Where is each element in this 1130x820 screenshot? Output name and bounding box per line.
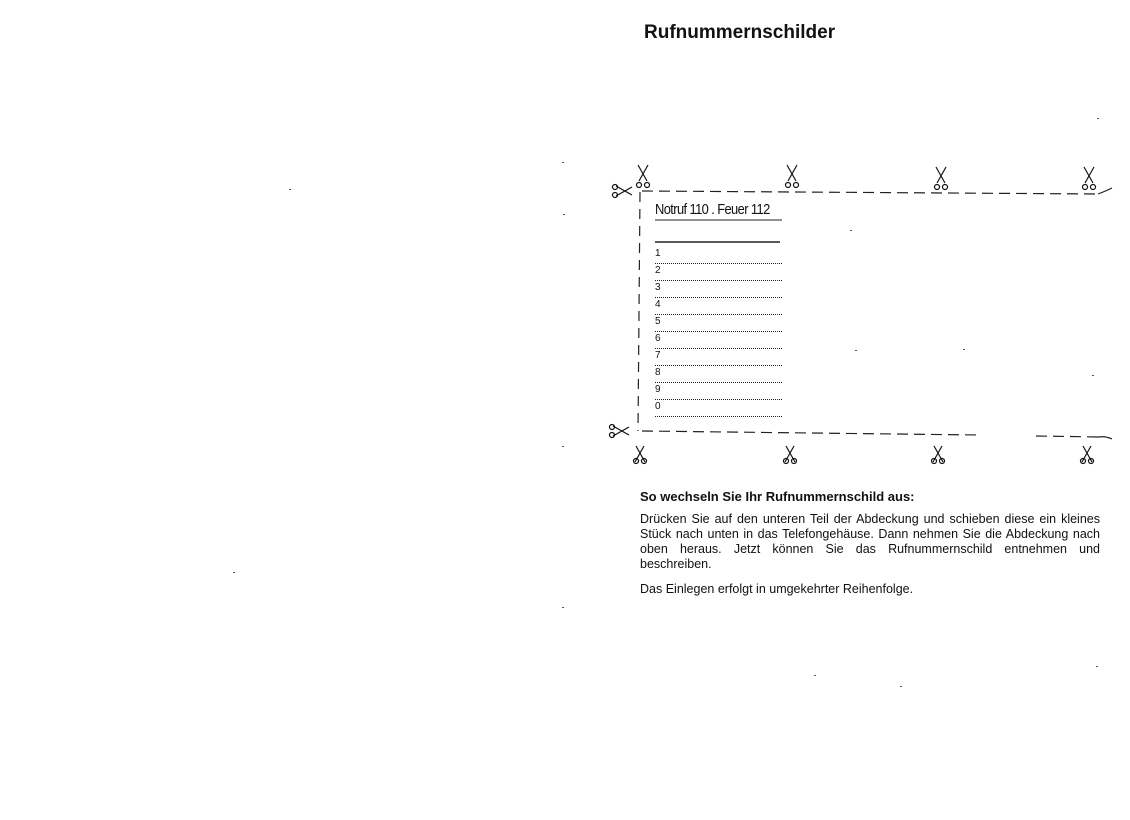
scissors-icon — [784, 446, 797, 464]
label-line-3 — [655, 282, 782, 299]
line-number: 7 — [655, 350, 661, 361]
label-line-9 — [655, 384, 782, 401]
cut-line-left — [638, 192, 640, 431]
cut-line-bottom-left — [642, 431, 980, 435]
instructions-heading: So wechseln Sie Ihr Rufnummernschild aus: — [640, 489, 915, 504]
label-line-1 — [655, 248, 782, 265]
instructions-paragraph-2: Das Einlegen erfolgt in umgekehrter Reihenfolge. — [640, 582, 914, 596]
scan-speck — [562, 446, 564, 447]
label-line-6 — [655, 333, 782, 350]
label-line-2 — [655, 265, 782, 282]
scan-speck — [855, 350, 857, 351]
scissors-icon — [613, 185, 633, 198]
scan-speck — [850, 230, 852, 231]
corner-hook-bottom-right — [1098, 437, 1112, 439]
scan-speck — [562, 607, 564, 608]
line-number: 8 — [655, 367, 661, 378]
line-number: 3 — [655, 282, 661, 293]
instructions-paragraph-1: Drücken Sie auf den unteren Teil der Abdeckung und schieben diese ein kleines Stück nach unten in das Telefongehäuse. Dann nehmen Sie die Abdeckung nach oben heraus. Jetzt können Sie das Rufnummernschild entnehmen und beschreiben. — [640, 512, 1100, 571]
scan-speck — [1097, 118, 1099, 119]
page-title: Rufnummernschilder — [644, 22, 836, 43]
scissors-icon — [610, 425, 630, 438]
scissors-icon — [1083, 167, 1096, 190]
line-number: 2 — [655, 265, 661, 276]
line-number: 0 — [655, 401, 661, 412]
line-number: 6 — [655, 333, 661, 344]
scan-speck — [963, 349, 965, 350]
label-line-8 — [655, 367, 782, 384]
scissors-icon — [637, 165, 650, 188]
scissors-icon — [786, 165, 799, 188]
scan-speck — [562, 162, 564, 163]
label-line-7 — [655, 350, 782, 367]
scan-speck — [1096, 666, 1098, 667]
line-number: 5 — [655, 316, 661, 327]
label-line-4 — [655, 299, 782, 316]
scan-speck — [563, 214, 565, 215]
label-line-5 — [655, 316, 782, 333]
corner-hook-top-right — [1098, 188, 1112, 194]
label-line-0 — [655, 401, 782, 418]
cut-line-bottom-right — [1036, 436, 1100, 437]
scan-speck — [900, 686, 902, 687]
scissors-icon — [932, 446, 945, 464]
scissors-icon — [634, 446, 647, 464]
scan-speck — [814, 675, 816, 676]
line-number: 9 — [655, 384, 661, 395]
line-number: 4 — [655, 299, 661, 310]
scan-speck — [1092, 375, 1094, 376]
label-header: Notruf 110 . Feuer 112 — [655, 201, 770, 218]
scissors-icon — [935, 167, 948, 190]
scan-speck — [233, 572, 235, 573]
cut-line-top — [642, 191, 1100, 194]
scissors-icon — [1081, 446, 1094, 464]
scan-speck — [289, 189, 291, 190]
line-number: 1 — [655, 248, 661, 259]
